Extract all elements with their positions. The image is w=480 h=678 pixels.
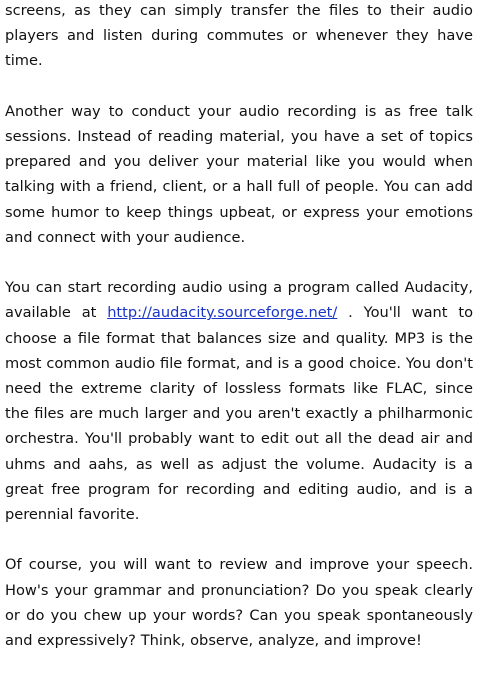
paragraph-free-talk: Another way to conduct your audio recording is as free talk sessions. Instead of reading material, you have a set of topics prepared and you deliver your material like you would when talking with a friend, client, or a hall full of people. You can add some humor to keep things upbeat, or express your emotions and connect with your audience.: [5, 102, 473, 246]
paragraph-transfer-files: screens, as they can simply transfer the files to their audio players and listen during commutes or whenever they have time.: [5, 2, 473, 70]
paragraph-audacity: [5, 275, 473, 527]
paragraph-audacity-rest: . You'll want to choose a file format that balances size and quality. MP3 is the most common audio file format, and is a good choice. You don't need the extreme clarity of lossless formats like FLAC, since the files are much larger and you aren't exactly a philharmonic orchestra. You'll probably want to edit out all the dead air and uhms and aahs, as well as adjust the volume. Audacity is a great free program for recording and editing audio, and is a perennial favorite.: [5, 304, 473, 524]
document-body: [5, 0, 473, 678]
paragraph-audacity-intro: You can start recording audio using a program called Audacity, available at: [5, 279, 473, 322]
paragraph-review-speech: Of course, you will want to review and improve your speech. How's your grammar and pronunciation? Do you speak clearly or do you chew up your words? Can you speak spontaneously and expressively? Think, observe, analyze, and improve!: [5, 556, 473, 650]
audacity-link[interactable]: http://audacity.sourceforge.net/: [107, 304, 338, 322]
